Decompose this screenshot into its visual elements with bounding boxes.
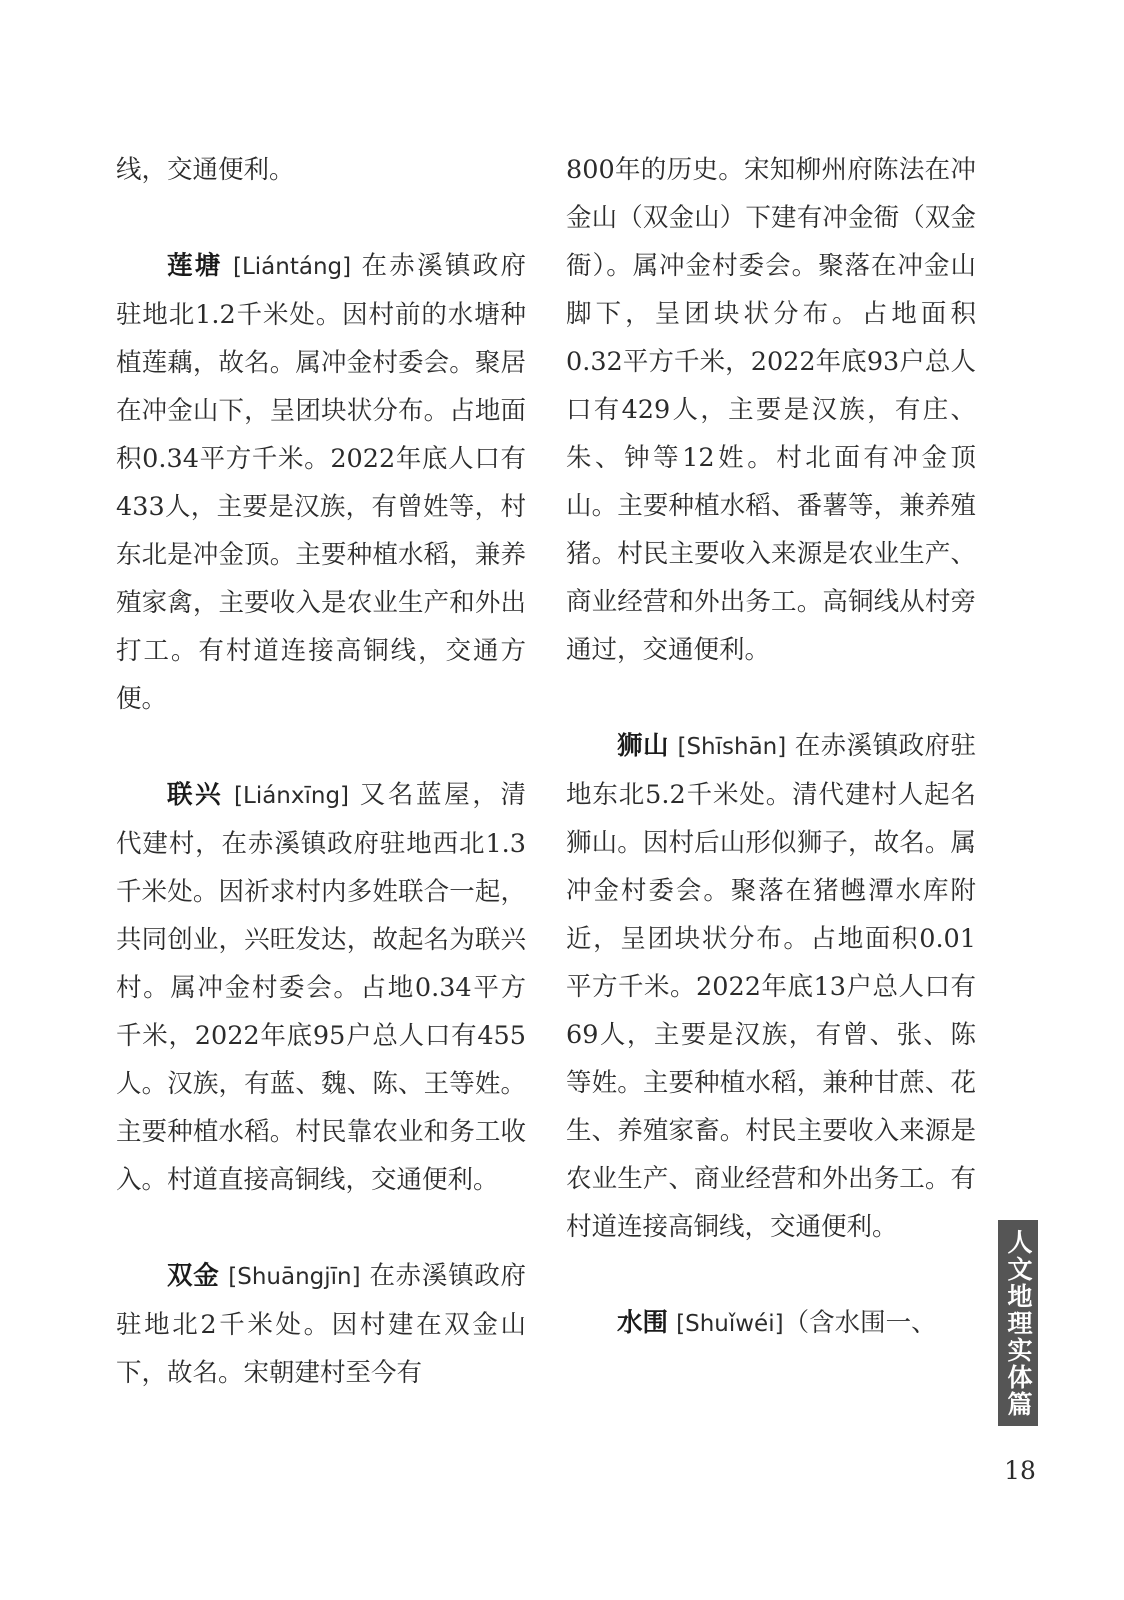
continuation-text: 线，交通便利。: [116, 155, 295, 185]
page-number: 18: [1004, 1456, 1036, 1485]
entry-text: 在赤溪镇政府驻地北1.2千米处。因村前的水塘种植莲藕，故名。属冲金村委会。聚居在冲金山下，呈团块状分布。占地面积0.34平方千米。2022年底人口有433人，主要是汉族，有曾姓等，村东北是冲金顶。主要种植水稻，兼养殖家禽，主要收入是农业生产和外出打工。有村道连接高铜线，交通方便。: [116, 251, 526, 714]
entry-pinyin: [Liánxīng]: [234, 783, 350, 809]
entry-text: 在赤溪镇政府驻地北2千米处。因村建在双金山下，故名。宋朝建村至今有: [116, 1261, 526, 1388]
continuation-text: 800年的历史。宋知柳州府陈法在冲金山（双金山）下建有冲金衙（双金衙）。属冲金村委会。聚落在冲金山脚下，呈团块状分布。占地面积0.32平方千米，2022年底93户总人口有429人，主要是汉族，有庄、朱、钟等12姓。村北面有冲金顶山。主要种植水稻、番薯等，兼养殖猪。村民主要收入来源是农业生产、商业经营和外出务工。高铜线从村旁通过，交通便利。: [566, 155, 976, 665]
entry-name: 狮山: [617, 731, 669, 761]
right-column: [566, 146, 976, 1348]
entry-pinyin: [Shīshān]: [677, 734, 787, 760]
entry-liantang: [116, 242, 526, 723]
entry-shuangjin: [116, 1252, 526, 1397]
entry-shishan: [566, 722, 976, 1251]
entry-pinyin: [Shuǐwéi]: [676, 1311, 784, 1337]
entry-name: 联兴: [167, 780, 224, 810]
entry-pinyin: [Shuāngjīn]: [228, 1264, 361, 1290]
entry-lianxing: [116, 771, 526, 1204]
section-side-tab: 人文地理实体篇: [998, 1220, 1038, 1426]
entry-text: 又名蓝屋，清代建村，在赤溪镇政府驻地西北1.3千米处。因祈求村内多姓联合一起，共同创业，兴旺发达，故起名为联兴村。属冲金村委会。占地0.34平方千米，2022年底95户总人口有455人。汉族，有蓝、魏、陈、王等姓。主要种植水稻。村民靠农业和务工收入。村道直接高铜线，交通便利。: [116, 780, 526, 1195]
entry-pinyin: [Liántáng]: [233, 254, 352, 280]
entry-name: 双金: [167, 1261, 220, 1291]
entry-name: 水围: [617, 1308, 669, 1338]
entry-text: （含水围一、: [783, 1308, 937, 1338]
entry-text: 在赤溪镇政府驻地东北5.2千米处。清代建村人起名狮山。因村后山形似狮子，故名。属冲金村委会。聚落在猪乸潭水库附近，呈团块状分布。占地面积0.01平方千米。2022年底13户总人口有69人，主要是汉族，有曾、张、陈等姓。主要种植水稻，兼种甘蔗、花生、养殖家畜。村民主要收入来源是农业生产、商业经营和外出务工。有村道连接高铜线，交通便利。: [566, 731, 976, 1242]
left-column: [116, 146, 526, 1397]
entry-shuiwei: [566, 1299, 976, 1348]
entry-name: 莲塘: [167, 251, 223, 281]
